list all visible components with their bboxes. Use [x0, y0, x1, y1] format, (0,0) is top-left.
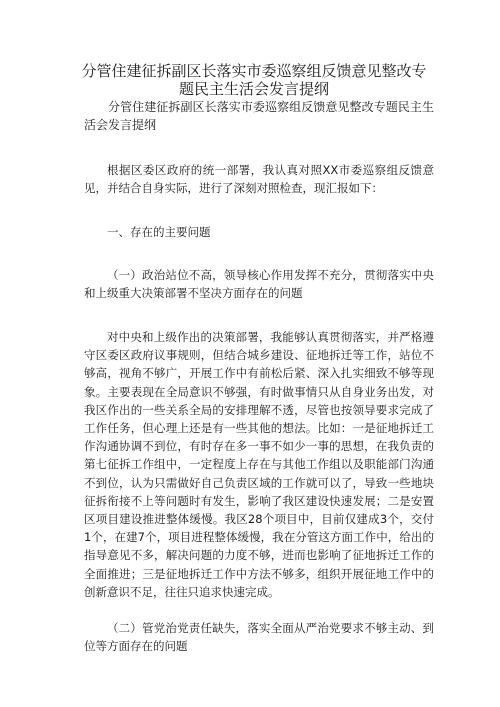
- subsection-1-heading: （一）政治站位不高，领导核心作用发挥不充分，贯彻落实中央和上级重大决策部署不坚决方面存在的问题: [84, 267, 434, 300]
- intro-paragraph: 根据区委区政府的统一部署，我认真对照XX市委巡察组反馈意见，并结合自身实际，进行了深刻对照检查，现汇报如下：: [84, 163, 434, 196]
- subsection-2-heading: （二）管党治党责任缺失，落实全面从严治党要求不够主动、到位等方面存在的问题: [84, 621, 434, 654]
- title-line-1: 分管住建征拆副区长落实市委巡察组反馈意见整改专: [81, 62, 427, 80]
- subsection-1-body: 对中央和上级作出的决策部署，我能够认真贯彻落实，并严格遵守区委区政府议事规则，但结合城乡建设、征地拆迁等工作，站位不够高，视角不够广，开展工作中有前松后紧、深入扎实细致不够等现象。主要表现在全局意识不够强，有时做事情只从自身业务出发，对我区作出的一些关系全局的安排理解不透，尽管也按领导要求完成了工作任务，但心理上还是有一些其他的想法。比如：一是征地拆迁工作沟通协调不到位，有时存在多一事不如少一事的思想，在我负责的第七征拆工作组中，一定程度上存在与其他工作组以及职能部门沟通不到位，认为只需做好自己负责区域的工作就可以了，导致一些地块征拆衔接不上等问题时有发生，影响了我区建设快速发展；二是安置区项目建设推进整体缓慢。我区28个项目中，目前仅建成3个，交付1个，在建7个，项目进程整体缓慢，我在分管这方面工作中，给出的指导意见不多，解决问题的力度不够，进而也影响了征地拆迁工作的全面推进；三是征地拆迁工作中方法不够多，组织开展征地工作中的创新意识不足，往往只追求快速完成。: [84, 330, 434, 599]
- section-1-heading: 一、存在的主要问题: [107, 225, 211, 240]
- title-line-2: 题民主生活会发言提纲: [178, 80, 329, 98]
- document-subtitle: 分管住建征拆副区长落实市委巡察组反馈意见整改专题民主生活会发言提纲: [84, 100, 434, 132]
- document-title: [74, 62, 434, 98]
